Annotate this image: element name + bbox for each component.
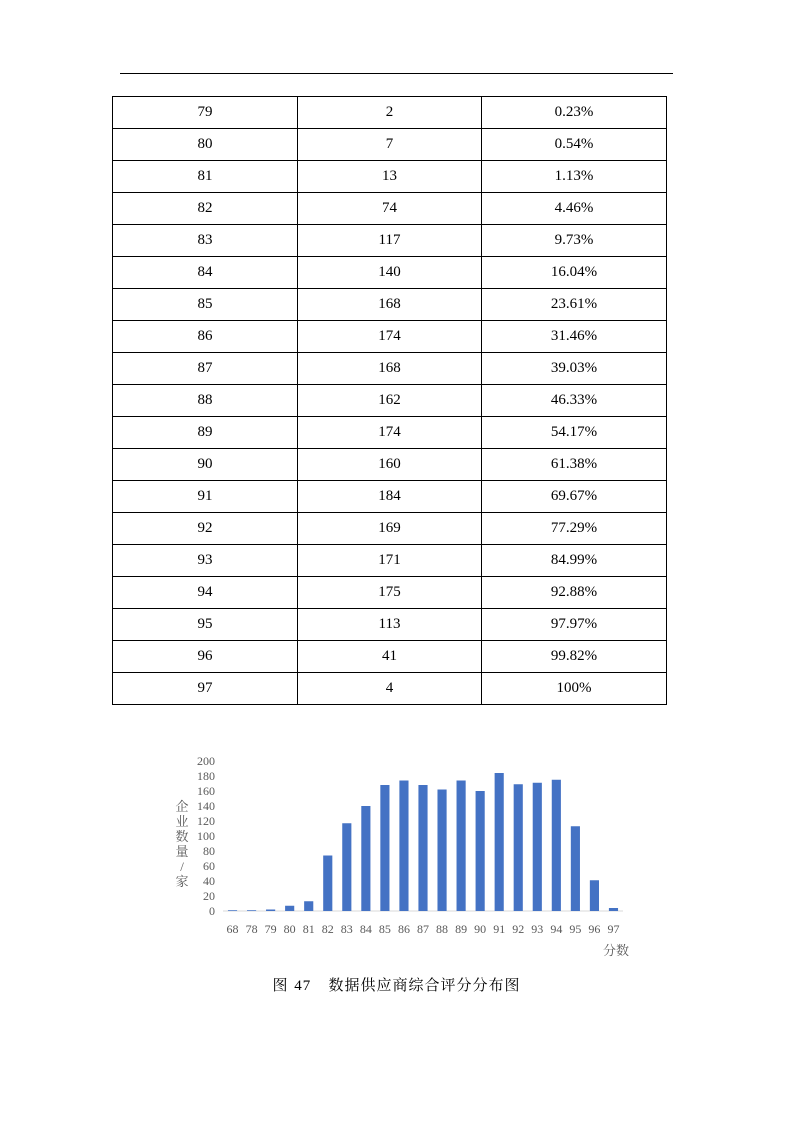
count-cell: 162	[298, 385, 482, 417]
cumulative-percent-cell: 16.04%	[482, 257, 667, 289]
table-row	[113, 129, 667, 161]
table-row	[113, 417, 667, 449]
x-tick-label: 93	[531, 922, 544, 936]
cumulative-percent-cell: 69.67%	[482, 481, 667, 513]
y-tick-label: 180	[197, 769, 215, 783]
count-cell: 184	[298, 481, 482, 513]
table-row	[113, 289, 667, 321]
bar-90	[476, 791, 485, 911]
x-axis-ticks	[227, 922, 620, 936]
bar-85	[380, 785, 389, 911]
bar-88	[437, 790, 446, 912]
score-cell: 86	[113, 321, 298, 353]
caption-label: 图	[272, 976, 289, 994]
figure-caption	[0, 974, 793, 995]
score-cell: 82	[113, 193, 298, 225]
x-tick-label: 79	[264, 922, 277, 936]
x-tick-label: 84	[359, 922, 372, 936]
cumulative-percent-cell: 0.54%	[482, 129, 667, 161]
y-tick-label: 80	[203, 844, 215, 858]
table-row	[113, 321, 667, 353]
table-row	[113, 449, 667, 481]
score-distribution-table	[112, 96, 667, 705]
bar-93	[533, 783, 542, 911]
x-tick-label: 92	[512, 922, 525, 936]
bar-94	[552, 780, 561, 911]
cumulative-percent-cell: 100%	[482, 673, 667, 705]
x-tick-label: 96	[588, 922, 601, 936]
x-tick-label: 97	[607, 922, 620, 936]
table-row	[113, 673, 667, 705]
cumulative-percent-cell: 0.23%	[482, 97, 667, 129]
cumulative-percent-cell: 84.99%	[482, 545, 667, 577]
table-row	[113, 193, 667, 225]
score-cell: 81	[113, 161, 298, 193]
cumulative-percent-cell: 77.29%	[482, 513, 667, 545]
table-row	[113, 385, 667, 417]
x-tick-label: 87	[417, 922, 429, 936]
y-tick-label: 0	[209, 904, 215, 918]
bar-79	[266, 910, 275, 912]
count-cell: 13	[298, 161, 482, 193]
x-tick-label: 91	[493, 922, 506, 936]
x-tick-label: 88	[436, 922, 449, 936]
score-distribution-chart	[160, 745, 640, 965]
count-cell: 160	[298, 449, 482, 481]
score-cell: 88	[113, 385, 298, 417]
bar-92	[514, 784, 523, 911]
y-tick-label: 140	[197, 799, 215, 813]
x-axis-label: 分数	[602, 943, 630, 958]
x-tick-label: 82	[321, 922, 334, 936]
bar-80	[285, 906, 294, 911]
count-cell: 7	[298, 129, 482, 161]
score-cell: 80	[113, 129, 298, 161]
table-row	[113, 577, 667, 609]
y-tick-label: 160	[197, 784, 215, 798]
bar-81	[304, 901, 313, 911]
count-cell: 140	[298, 257, 482, 289]
score-cell: 95	[113, 609, 298, 641]
table-row	[113, 609, 667, 641]
y-tick-label: 40	[203, 874, 215, 888]
bar-97	[609, 908, 618, 911]
x-tick-label: 86	[397, 922, 410, 936]
bar-89	[457, 781, 466, 912]
bar-87	[418, 785, 427, 911]
table-row	[113, 225, 667, 257]
chart-bars	[228, 773, 618, 911]
cumulative-percent-cell: 31.46%	[482, 321, 667, 353]
score-cell: 94	[113, 577, 298, 609]
chart-svg	[160, 745, 640, 965]
table-row	[113, 353, 667, 385]
x-tick-label: 90	[474, 922, 487, 936]
table-row	[113, 257, 667, 289]
cumulative-percent-cell: 9.73%	[482, 225, 667, 257]
count-cell: 169	[298, 513, 482, 545]
score-cell: 96	[113, 641, 298, 673]
x-tick-label: 85	[378, 922, 391, 936]
cumulative-percent-cell: 39.03%	[482, 353, 667, 385]
bar-78	[247, 910, 256, 911]
bar-84	[361, 806, 370, 911]
table-row	[113, 641, 667, 673]
cumulative-percent-cell: 92.88%	[482, 577, 667, 609]
count-cell: 175	[298, 577, 482, 609]
cumulative-percent-cell: 46.33%	[482, 385, 667, 417]
table-row	[113, 97, 667, 129]
bar-96	[590, 880, 599, 911]
count-cell: 168	[298, 289, 482, 321]
cumulative-percent-cell: 1.13%	[482, 161, 667, 193]
bar-68	[228, 910, 237, 911]
count-cell: 174	[298, 417, 482, 449]
y-tick-label: 20	[203, 889, 215, 903]
x-tick-label: 89	[455, 922, 468, 936]
score-cell: 84	[113, 257, 298, 289]
x-tick-label: 81	[302, 922, 315, 936]
bar-86	[399, 781, 408, 912]
count-cell: 168	[298, 353, 482, 385]
caption-number: 47	[294, 978, 312, 994]
bar-95	[571, 826, 580, 911]
score-cell: 83	[113, 225, 298, 257]
table-row	[113, 481, 667, 513]
count-cell: 171	[298, 545, 482, 577]
x-tick-label: 78	[245, 922, 258, 936]
header-rule	[120, 73, 673, 74]
table-row	[113, 161, 667, 193]
y-tick-label: 200	[197, 754, 215, 768]
y-tick-label: 60	[203, 859, 215, 873]
count-cell: 113	[298, 609, 482, 641]
x-tick-label: 95	[569, 922, 582, 936]
cumulative-percent-cell: 4.46%	[482, 193, 667, 225]
cumulative-percent-cell: 61.38%	[482, 449, 667, 481]
count-cell: 74	[298, 193, 482, 225]
y-axis-label: 企业数量/家	[175, 799, 189, 889]
count-cell: 4	[298, 673, 482, 705]
count-cell: 2	[298, 97, 482, 129]
score-cell: 79	[113, 97, 298, 129]
cumulative-percent-cell: 99.82%	[482, 641, 667, 673]
count-cell: 117	[298, 225, 482, 257]
y-tick-label: 120	[197, 814, 215, 828]
cumulative-percent-cell: 23.61%	[482, 289, 667, 321]
score-cell: 85	[113, 289, 298, 321]
bar-83	[342, 823, 351, 911]
score-cell: 87	[113, 353, 298, 385]
table-row	[113, 545, 667, 577]
bar-91	[495, 773, 504, 911]
score-cell: 97	[113, 673, 298, 705]
caption-text: 数据供应商综合评分分布图	[328, 976, 521, 994]
count-cell: 174	[298, 321, 482, 353]
score-cell: 90	[113, 449, 298, 481]
x-tick-label: 94	[550, 922, 563, 936]
x-tick-label: 83	[340, 922, 353, 936]
y-axis-ticks	[197, 754, 215, 918]
score-cell: 92	[113, 513, 298, 545]
score-cell: 93	[113, 545, 298, 577]
table-row	[113, 513, 667, 545]
bar-82	[323, 856, 332, 912]
y-tick-label: 100	[197, 829, 215, 843]
cumulative-percent-cell: 97.97%	[482, 609, 667, 641]
cumulative-percent-cell: 54.17%	[482, 417, 667, 449]
x-tick-label: 68	[226, 922, 239, 936]
count-cell: 41	[298, 641, 482, 673]
table-body	[113, 97, 667, 705]
score-cell: 91	[113, 481, 298, 513]
score-cell: 89	[113, 417, 298, 449]
x-tick-label: 80	[283, 922, 296, 936]
